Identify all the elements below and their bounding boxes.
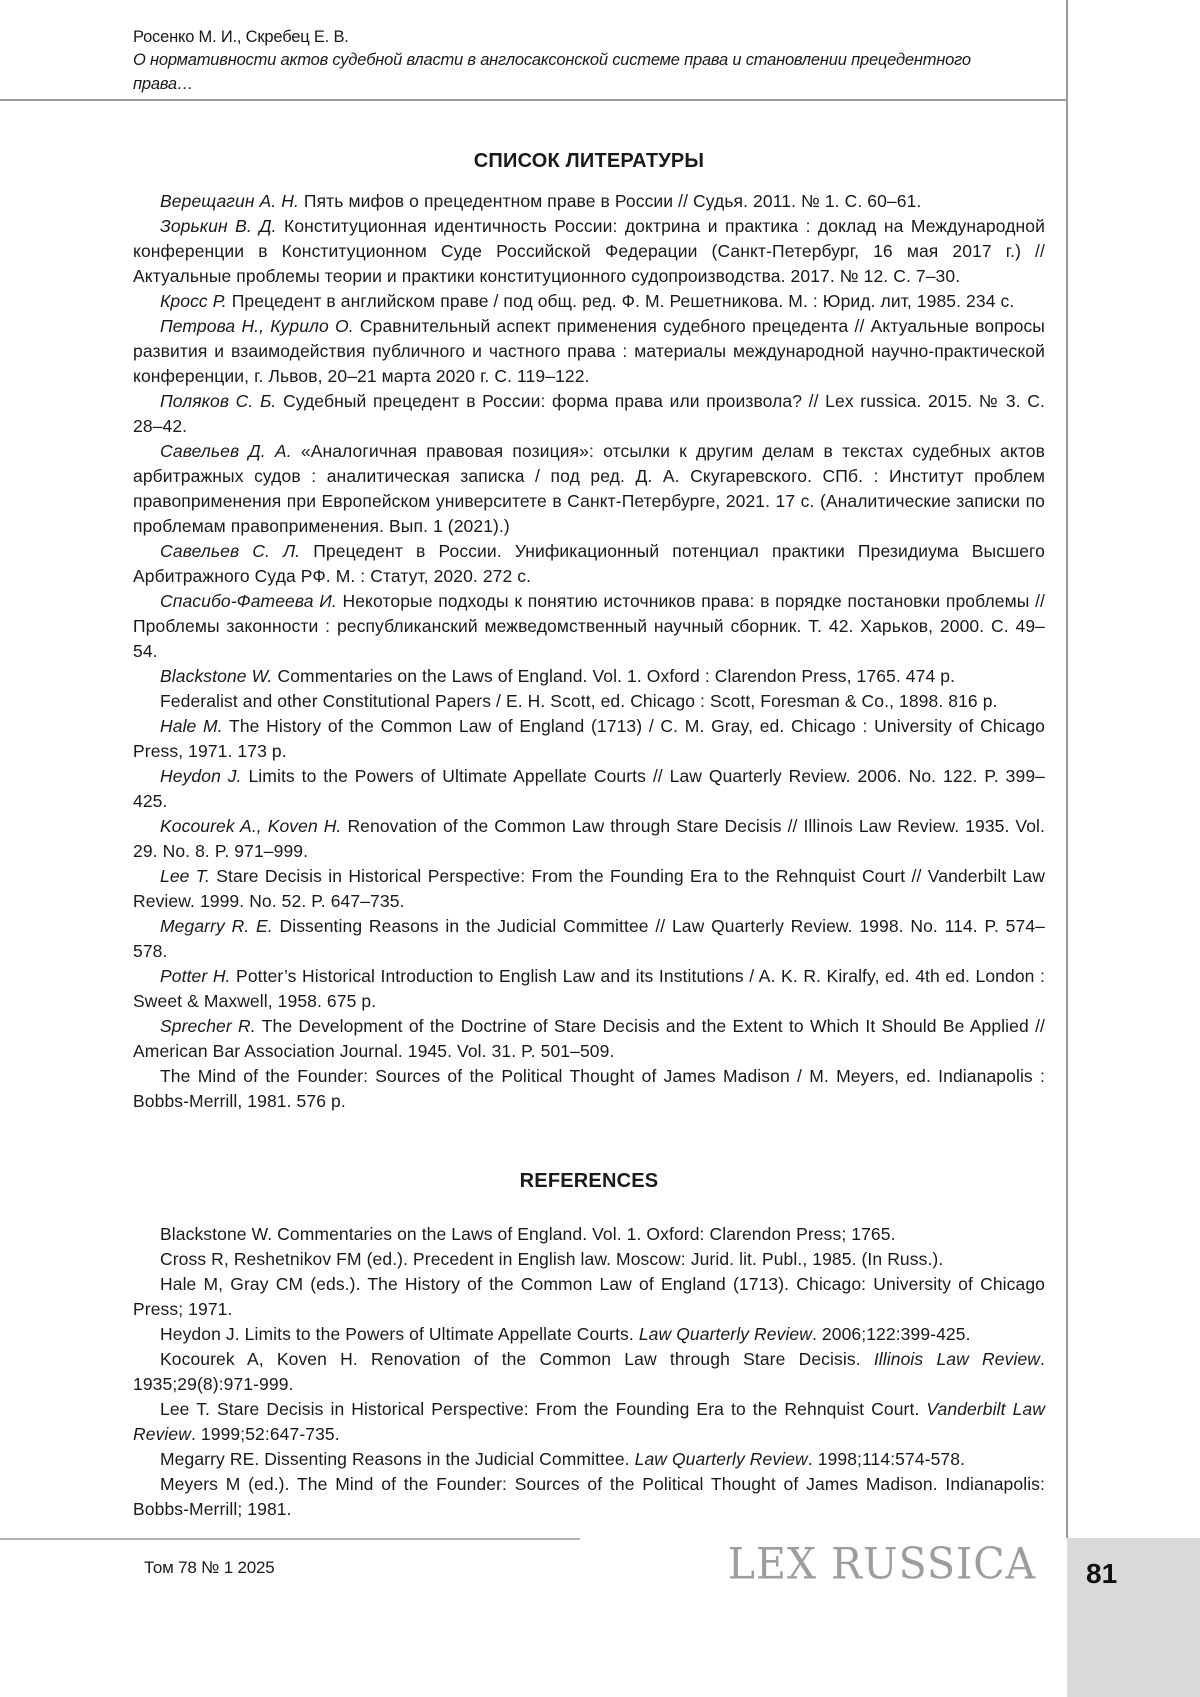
bib-entry-text: The Mind of the Founder: Sources of the Political Thought of James Madison / M. Meyers, ed. Indianapolis : Bobbs-Merrill, 1981. 576 p. [133,1066,1045,1111]
bib-entry-emphasis: Кросс Р. [160,291,227,311]
references-list [133,1222,1045,1522]
bib-entry-emphasis: Зорькин В. Д. [160,216,277,236]
bib-entry-emphasis: Спасибо-Фатеева И. [160,591,337,611]
bib-entry [133,1472,1045,1522]
bib-entry-emphasis: Heydon J. [160,766,242,786]
bib-entry-emphasis: Поляков С. Б. [160,391,277,411]
bib-entry [133,1347,1045,1397]
bib-entry [133,1397,1045,1447]
footer-rule [0,1538,580,1540]
page-number-box [1067,1538,1200,1697]
bib-entry [133,389,1045,439]
bib-entry-emphasis: Potter H. [160,966,231,986]
bib-entry-emphasis: Sprecher R. [160,1016,256,1036]
page-number: 81 [1086,1558,1118,1589]
bib-entry-emphasis: Illinois Law Review [873,1349,1041,1369]
bib-entry-text: The Development of the Doctrine of Stare Decisis and the Extent to Which It Should Be Applied // American Bar Association Journal. 1945. Vol. 31. P. 501–509. [133,1016,1045,1061]
bib-entry-text: Конституционная идентичность России: доктрина и практика : доклад на Международной конференции в Конституционном Суде Российской Федерации (Санкт-Петербург, 16 мая 2017 г.) // Актуальные проблемы теории и практики конституционного судопроизводства. 2017. № 12. С. 7–30. [133,216,1046,286]
header-rule [0,99,1067,101]
bib-entry [133,764,1045,814]
bib-entry [133,1014,1045,1064]
bib-entry [133,189,1045,214]
bib-entry-text: Meyers M (ed.). The Mind of the Founder: Sources of the Political Thought of James Madison. Indianapolis: Bobbs-Merrill; 1981. [133,1474,1045,1519]
content-column [133,118,1045,1522]
bib-entry [133,1222,1045,1247]
bib-entry [133,814,1045,864]
bib-entry-emphasis: Lee T. [160,866,210,886]
bib-entry [133,1064,1045,1114]
bib-entry-emphasis: Hale M. [160,716,223,736]
running-head-authors: Росенко М. И., Скребец Е. В. [133,28,349,46]
running-head-title: О нормативности актов судебной власти в англосаксонской системе права и становлении прецедентного права… [133,51,971,93]
bib-entry [133,289,1045,314]
bibliography-heading: СПИСОК ЛИТЕРАТУРЫ [473,150,705,172]
bib-entry-text: Hale M, Gray CM (eds.). The History of the Common Law of England (1713). Chicago: University of Chicago Press; 1971. [133,1274,1045,1319]
bib-entry [133,439,1045,539]
bib-entry [133,914,1045,964]
bib-entry-text: Судебный прецедент в России: форма права или произвола? // Lex russica. 2015. № 3. С. 28–42. [133,391,1045,436]
bib-entry-text: Heydon J. Limits to the Powers of Ultimate Appellate Courts. [160,1324,639,1344]
bib-entry [133,964,1045,1014]
bib-entry-text: Прецедент в английском праве / под общ. ред. Ф. М. Решетникова. М. : Юрид. лит, 1985. 234 с. [226,291,1015,311]
bib-entry-text: Cross R, Reshetnikov FM (ed.). Precedent in English law. Moscow: Jurid. lit. Publ., 1985. (In Russ.). [160,1249,944,1269]
bib-entry [133,589,1045,664]
bib-entry-text: Прецедент в России. Унификационный потенциал практики Президиума Высшего Арбитражного Суда РФ. М. : Статут, 2020. 272 с. [133,541,1045,586]
bib-entry-text: Megarry RE. Dissenting Reasons in the Judicial Committee. [160,1449,635,1469]
bib-entry [133,714,1045,764]
right-margin-divider-rule [1066,0,1068,1538]
bib-entry [133,1447,1045,1472]
bib-entry-text: Potter’s Historical Introduction to English Law and its Institutions / A. K. R. Kiralfy, ed. 4th ed. London : Sweet & Maxwell, 1958. 675 p. [133,966,1045,1011]
bib-entry-text: . 1999;52:647-735. [190,1424,340,1444]
bib-entry [133,664,1045,689]
bib-entry [133,1322,1045,1347]
bib-entry-text: Сравнительный аспект применения судебного прецедента // Актуальные вопросы развития и взаимодействия публичного и частного права : материалы международной научно-практической конференции, г. Львов, 20–21 марта 2020 г. С. 119–122. [133,316,1045,386]
bib-entry-emphasis: Петрова Н., Курило О. [160,316,354,336]
bib-entry [133,214,1045,289]
bib-entry-emphasis: Kocourek A., Koven H. [160,816,342,836]
bib-entry [133,1247,1045,1272]
bib-entry-text: Blackstone W. Commentaries on the Laws of England. Vol. 1. Oxford: Clarendon Press; 1765. [160,1224,896,1244]
bib-entry-text: . 2006;122:399-425. [812,1324,971,1344]
bib-entry-emphasis: Савельев С. Л. [160,541,301,561]
bib-entry-text: Lee T. Stare Decisis in Historical Perspective: From the Founding Era to the Rehnquist Court. [160,1399,927,1419]
bib-entry-emphasis: Vanderbilt Law Review [133,1399,1045,1444]
bib-entry-emphasis: Blackstone W. [160,666,273,686]
bib-entry-text: Limits to the Powers of Ultimate Appellate Courts // Law Quarterly Review. 2006. No. 122. P. 399–425. [133,766,1045,811]
bib-entry-text: . 1998;114:574-578. [807,1449,966,1469]
bib-entry-text: Federalist and other Constitutional Papers / E. H. Scott, ed. Chicago : Scott, Foresman & Co., 1898. 816 p. [160,691,998,711]
bib-entry-text: Stare Decisis in Historical Perspective: From the Founding Era to the Rehnquist Court // Vanderbilt Law Review. 1999. No. 52. P. 647–735. [133,866,1045,911]
bib-entry-text: Пять мифов о прецедентном праве в России // Судья. 2011. № 1. С. 60–61. [298,191,922,211]
journal-logo: LEX RUSSICA [727,1538,1037,1590]
volume-issue-info: Том 78 № 1 2025 [144,1558,275,1577]
bib-entry-text: The History of the Common Law of England (1713) / C. M. Gray, ed. Chicago : University of Chicago Press, 1971. 173 p. [133,716,1045,761]
bib-entry-text: Commentaries on the Laws of England. Vol. 1. Oxford : Clarendon Press, 1765. 474 p. [272,666,956,686]
bib-entry-emphasis: Law Quarterly Review [634,1449,808,1469]
bib-entry [133,314,1045,389]
bib-entry-emphasis: Верещагин А. Н. [160,191,299,211]
running-head [133,26,1033,96]
bib-entry-text: Renovation of the Common Law through Stare Decisis // Illinois Law Review. 1935. Vol. 29. No. 8. P. 971–999. [133,816,1045,861]
bib-entry-text: Kocourek A, Koven H. Renovation of the Common Law through Stare Decisis. [160,1349,874,1369]
bib-entry-emphasis: Савельев Д. А. [160,441,292,461]
bib-entry-text: . 1935;29(8):971-999. [133,1349,1045,1394]
bib-entry [133,689,1045,714]
bib-entry-text: «Аналогичная правовая позиция»: отсылки к другим делам в текстах судебных актов арбитражных судов : аналитическая записка / под ред. Д. А. Скугаревского. СПб. : Институт проблем правоприменения при Европейском университете в Санкт-Петербурге, 2021. 17 с. (Аналитические записки по проблемам правоприменения. Вып. 1 (2021).) [133,441,1045,536]
bib-entry [133,864,1045,914]
bib-entry [133,1272,1045,1322]
bib-entry-text: Некоторые подходы к понятию источников права: в порядке постановки проблемы // Проблемы законности : республиканский межведомственный научный сборник. Т. 42. Харьков, 2000. С. 49–54. [133,591,1045,661]
references-heading: REFERENCES [519,1170,659,1192]
bib-entry-text: Dissenting Reasons in the Judicial Committee // Law Quarterly Review. 1998. No. 114. P. 574–578. [133,916,1045,961]
bib-entry-emphasis: Law Quarterly Review [638,1324,812,1344]
bibliography-list [133,189,1045,1114]
bib-entry-emphasis: Megarry R. E. [160,916,273,936]
bib-entry [133,539,1045,589]
